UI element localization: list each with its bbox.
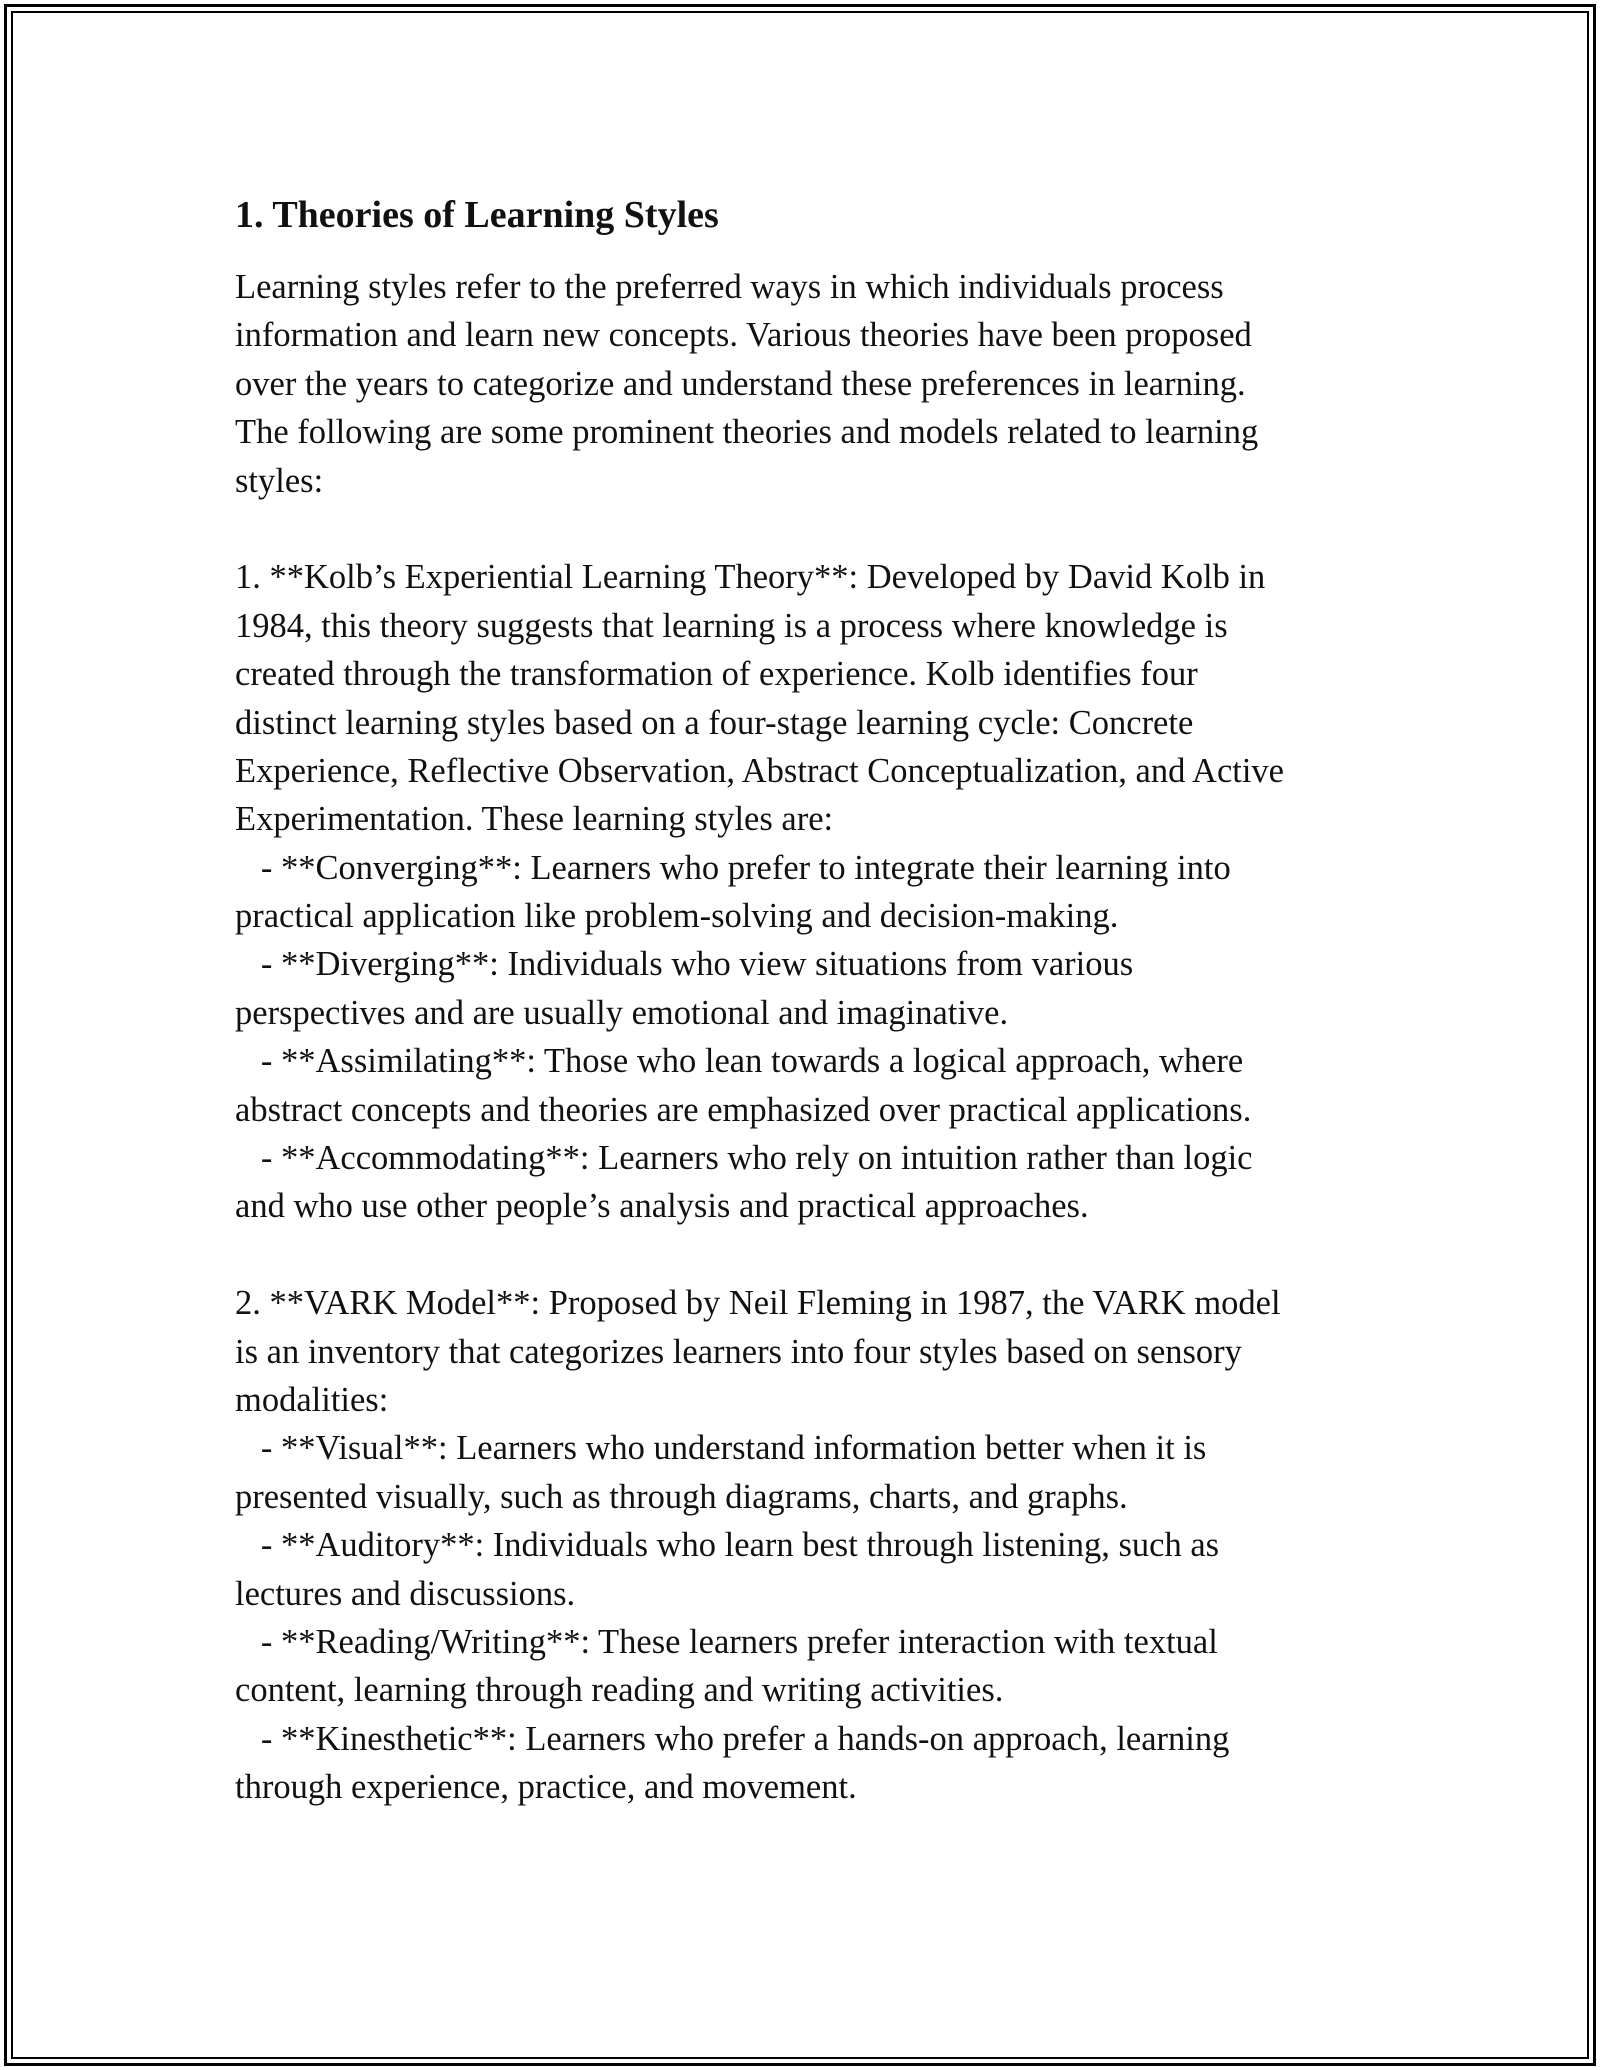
text-line: created through the transformation of experience. Kolb identifies four [235,655,1198,694]
text-line: lectures and discussions. [235,1574,576,1613]
text-line: The following are some prominent theories and models related to learning [235,413,1259,452]
text-line: Experimentation. These learning styles are: [235,800,834,839]
sub-item-assimilating: - **Assimilating**: Those who lean towards a logical approach, where [235,1042,1244,1081]
sub-item-converging: - **Converging**: Learners who prefer to integrate their learning into [235,848,1231,887]
document-page [235,187,1370,1812]
text-line: Experience, Reflective Observation, Abstract Conceptualization, and Active [235,751,1284,790]
sub-item-accommodating: - **Accommodating**: Learners who rely on intuition rather than logic [235,1139,1253,1178]
text-line: and who use other people’s analysis and practical approaches. [235,1187,1089,1226]
text-line: perspectives and are usually emotional and imaginative. [235,993,1009,1032]
text-line: is an inventory that categorizes learners into four styles based on sensory [235,1332,1242,1371]
blank-line [235,505,1370,553]
text-line: modalities: [235,1380,389,1419]
text-line: over the years to categorize and understand these preferences in learning. [235,364,1246,403]
text-line: through experience, practice, and movement. [235,1768,857,1807]
sub-item-visual: - **Visual**: Learners who understand information better when it is [235,1429,1207,1468]
section-heading: 1. Theories of Learning Styles [235,194,719,236]
sub-item-auditory: - **Auditory**: Individuals who learn best through listening, such as [235,1526,1220,1565]
list-item-kolb: 1. **Kolb’s Experiential Learning Theory**: Developed by David Kolb in [235,558,1266,597]
sub-item-diverging: - **Diverging**: Individuals who view situations from various [235,945,1134,984]
blank-line [235,1231,1370,1279]
text-line: Learning styles refer to the preferred ways in which individuals process [235,268,1224,306]
text-line: distinct learning styles based on a four-stage learning cycle: Concrete [235,703,1194,742]
sub-item-kinesthetic: - **Kinesthetic**: Learners who prefer a hands-on approach, learning [235,1719,1230,1758]
body-text [235,263,1370,1812]
text-line: abstract concepts and theories are emphasized over practical applications. [235,1090,1252,1129]
text-line: 1984, this theory suggests that learning is a process where knowledge is [235,606,1228,645]
text-line: content, learning through reading and writing activities. [235,1671,1004,1710]
sub-item-reading-writing: - **Reading/Writing**: These learners prefer interaction with textual [235,1622,1218,1661]
text-line: styles: [235,461,324,500]
text-line: information and learn new concepts. Various theories have been proposed [235,316,1252,355]
list-item-vark: 2. **VARK Model**: Proposed by Neil Fleming in 1987, the VARK model [235,1284,1281,1323]
text-line: presented visually, such as through diagrams, charts, and graphs. [235,1477,1128,1516]
text-line: practical application like problem-solving and decision-making. [235,897,1119,936]
